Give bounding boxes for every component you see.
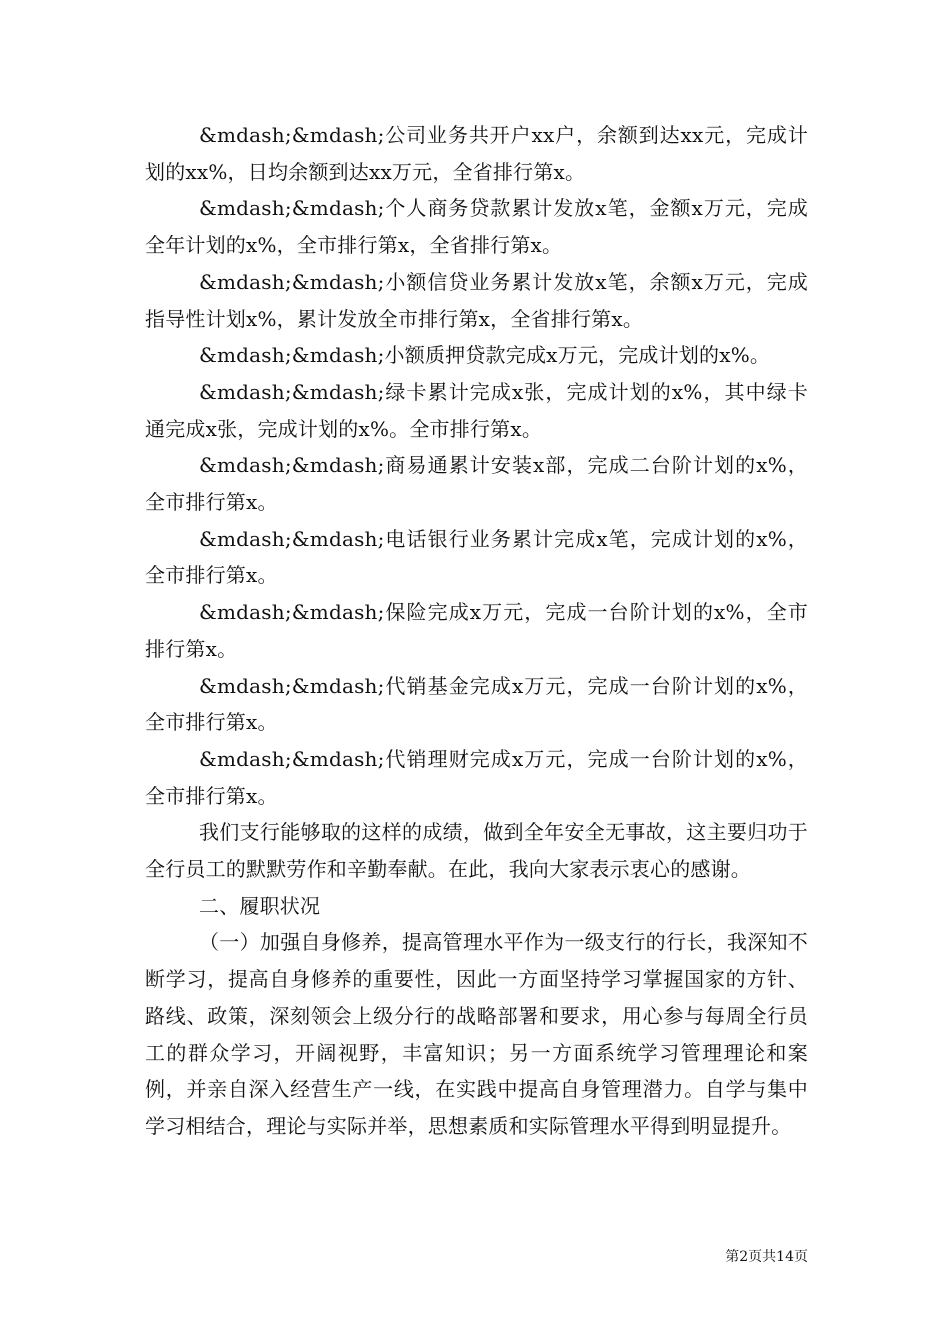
section-heading-duties: 二、履职状况 xyxy=(199,893,321,918)
paragraph-self-cultivation: （一）加强自身修养，提高管理水平作为一级支行的行长，我深知不断学习，提高自身修养的重要性，因此一方面坚持学习掌握国家的方针、路线、政策，深刻领会上级分行的战略部署和要求，用心参与每周全行员工的群众学习，开阔视野，丰富知识；另一方面系统学习管理理论和案例，并亲自深入经营生产一线，在实践中提高自身管理潜力。自学与集中学习相结合，理论与实际并举，思想素质和实际管理水平得到明显提升。 xyxy=(145,930,808,1138)
paragraph-phone-banking: &mdash;&mdash;电话银行业务累计完成x笔，完成计划的x%，全市排行第x。 xyxy=(145,526,808,588)
paragraph-green-card: &mdash;&mdash;绿卡累计完成x张，完成计划的x%，其中绿卡通完成x张，完成计划的x%。全市排行第x。 xyxy=(145,379,808,441)
document-body xyxy=(145,117,808,1145)
paragraph-pledge-loans: &mdash;&mdash;小额质押贷款完成x万元，完成计划的x%。 xyxy=(199,343,771,368)
paragraph-thanks: 我们支行能够取的这样的成绩，做到全年安全无事故，这主要归功于全行员工的默默劳作和辛勤奉献。在此，我向大家表示衷心的感谢。 xyxy=(145,820,808,882)
paragraph-shangyitong: &mdash;&mdash;商易通累计安装x部，完成二台阶计划的x%，全市排行第x。 xyxy=(145,453,808,515)
paragraph-personal-loans: &mdash;&mdash;个人商务贷款累计发放x笔，金额x万元，完成全年计划的x%，全市排行第x，全省排行第x。 xyxy=(145,196,808,258)
paragraph-insurance: &mdash;&mdash;保险完成x万元，完成一台阶计划的x%，全市排行第x。 xyxy=(145,600,808,661)
paragraph-funds: &mdash;&mdash;代销基金完成x万元，完成一台阶计划的x%，全市排行第x。 xyxy=(145,673,808,735)
paragraph-wealth-management: &mdash;&mdash;代销理财完成x万元，完成一台阶计划的x%，全市排行第x。 xyxy=(145,746,808,808)
paragraph-corporate-accounts: &mdash;&mdash;公司业务共开户xx户，余额到达xx元，完成计划的xx%，日均余额到达xx万元，全省排行第x。 xyxy=(145,123,808,184)
page-number: 第2页共14页 xyxy=(725,1249,808,1265)
paragraph-micro-credit: &mdash;&mdash;小额信贷业务累计发放x笔，余额x万元，完成指导性计划x%，累计发放全市排行第x，全省排行第x。 xyxy=(145,269,808,331)
